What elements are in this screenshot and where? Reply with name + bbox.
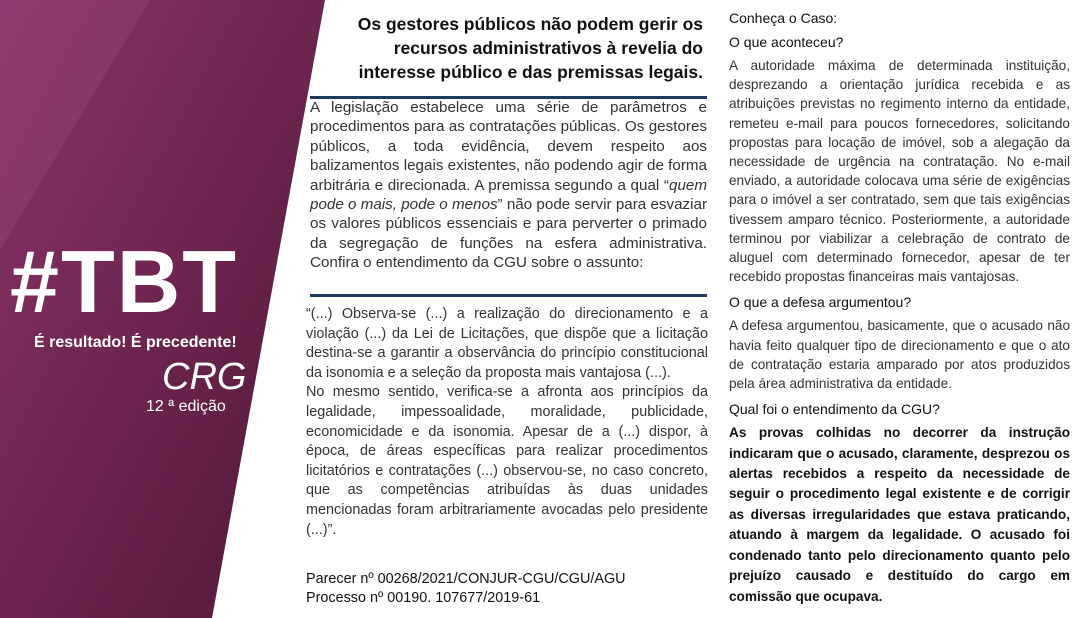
intro-text-2: ” não pode servir para esvaziar os valores públicos essenciais e para perverter o primado da segregação de funções na esfera administrativa. Confira o entendimento da CGU sobre o assunto: bbox=[310, 196, 708, 272]
case-column bbox=[729, 10, 1070, 607]
case-title: Conheça o Caso: bbox=[729, 10, 838, 26]
reference-processo: Processo nº 00190. 107677/2019-61 bbox=[306, 590, 541, 607]
answer-what-happened: A autoridade máxima de determinada instituição, desprezando a orientação jurídica recebida e as atribuições previstas no regimento interno da entidade, remeteu e-mail para poucos fornecedores, solicitando propostas para locação de imóvel, sob a alegação da necessidade de urgência na contratação. No e-mail enviado, a autoridade colocava uma série de exigências para o imóvel a ser contratado, sem que tais exigências tivessem amparo técnico. Posteriormente, a autoridade terminou por viabilizar a celebração de contrato de aluguel com determinado fornecedor, apesar de ter recebido propostas financeiras mais vantajosas. bbox=[729, 58, 1070, 285]
question-cgu-understanding: Qual foi o entendimento da CGU? bbox=[729, 401, 940, 418]
divider-middle bbox=[310, 294, 707, 297]
quote-block bbox=[306, 305, 708, 540]
quote-paragraph-2: No mesmo sentido, verifica-se a afronta aos princípios da legalidade, impessoalidade, moralidade, publicidade, economicidade e da isonomia. Apesar de a (...) dispor, à época, de áreas específicas para realizar procedimentos licitatórios e contratações (...) observou-se, no caso concreto, que as competências atribuídas às duas unidades mencionadas foram arbitrariamente avocadas pelo presidente (...)”. bbox=[306, 384, 708, 538]
intro-paragraph bbox=[310, 98, 707, 273]
answer-cgu-understanding: As provas colhidas no decorrer da instrução indicaram que o acusado, claramente, desprezou os alertas recebidos a respeito da necessidade de seguir o procedimento legal existente e de corrigir as diversas irregularidades que estava praticando, atuando à margem da legalidade. O acusado foi condenado tanto pelo direcionamento quanto pelo prejuízo causado e destituído do cargo em comissão que ocupava. bbox=[729, 425, 1070, 604]
intro-text-1: A legislação estabelece uma série de parâmetros e procedimentos para as contratações públicas. Os gestores públicos, a toda evidência, devem respeito aos balizamentos legais existentes, não podendo agir de forma arbitrária e direcionada. A premissa segundo a qual “ bbox=[310, 99, 707, 194]
question-defense: O que a defesa argumentou? bbox=[729, 294, 912, 311]
edition-label: 12 ª edição bbox=[146, 398, 226, 415]
tagline: É resultado! É precedente! bbox=[34, 334, 237, 351]
hashtag-title: #TBT bbox=[10, 232, 238, 331]
intro-emphasis: quem pode o mais, pode o menos bbox=[310, 176, 707, 214]
question-what-happened: O que aconteceu? bbox=[729, 34, 844, 50]
article-headline: Os gestores públicos não podem gerir os recursos administrativos à revelia do interesse público e das premissas legais. bbox=[357, 14, 703, 82]
brand-crg: CRG bbox=[162, 356, 247, 398]
quote-paragraph-1: “(...) Observa-se (...) a realização do direcionamento e a violação (...) da Lei de Licitações, que dispõe que a licitação destina-se a garantir a observância do princípio constitucional da isonomia e a seleção da proposta mais vantajosa (...). bbox=[306, 306, 708, 381]
banner bbox=[0, 0, 330, 618]
answer-defense: A defesa argumentou, basicamente, que o acusado não havia feito qualquer tipo de direcionamento e que o ato de contratação estaria amparado por atos produzidos pela área administrativa da entidade. bbox=[729, 318, 1070, 392]
reference-parecer: Parecer nº 00268/2021/CONJUR-CGU/CGU/AGU bbox=[306, 571, 626, 587]
references bbox=[306, 570, 708, 609]
